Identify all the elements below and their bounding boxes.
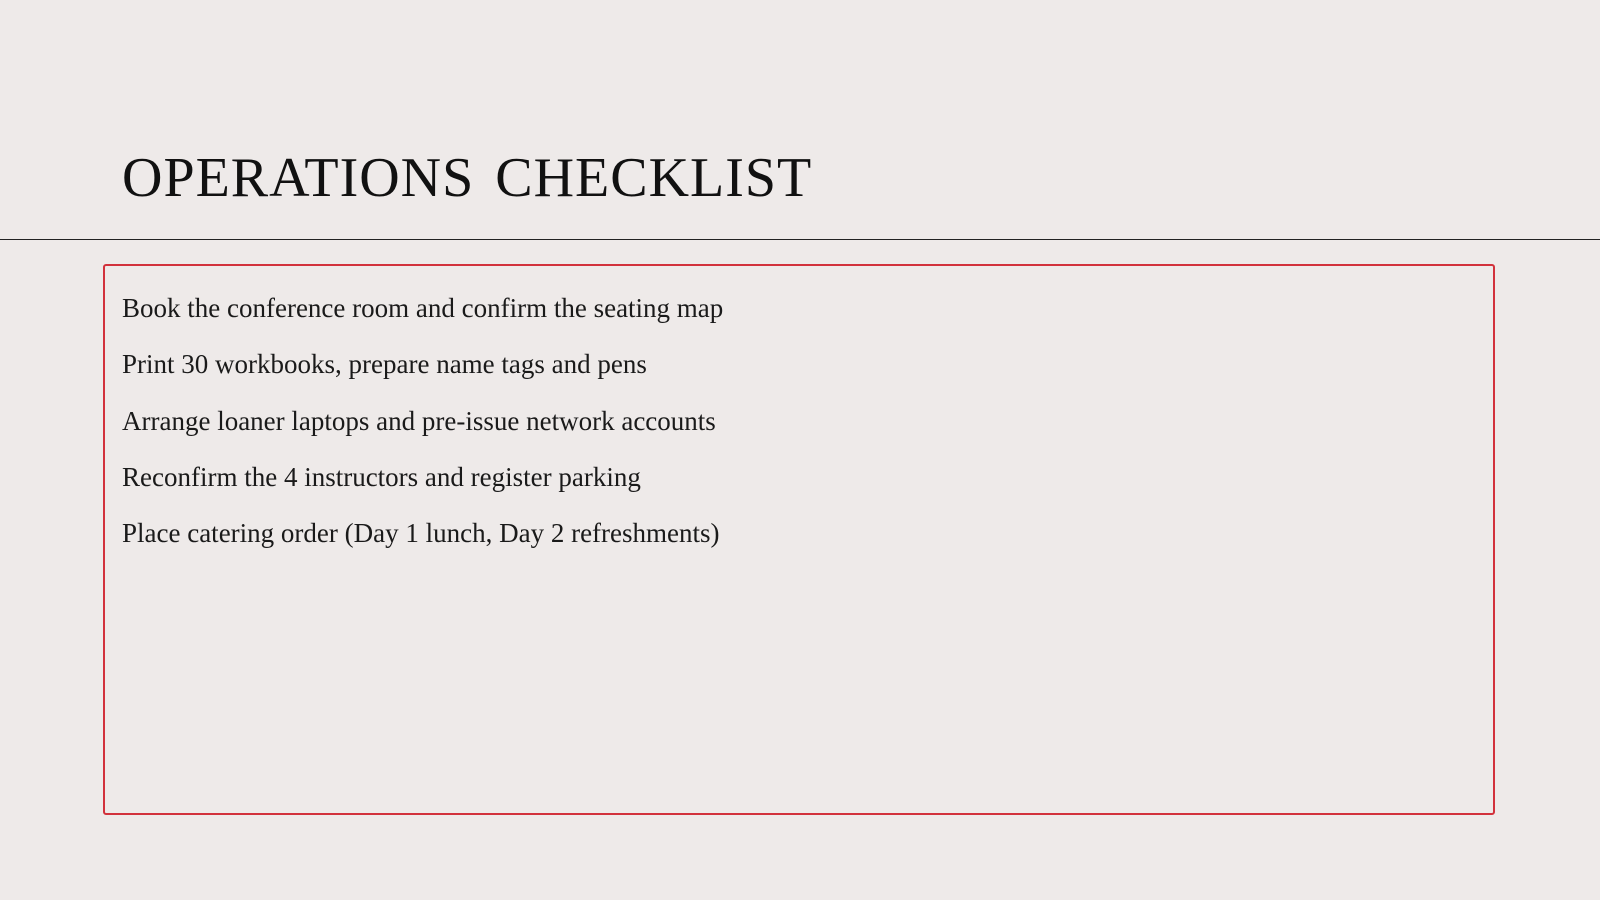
title-divider	[0, 239, 1600, 240]
checklist-item: Place catering order (Day 1 lunch, Day 2 refreshments)	[122, 518, 720, 549]
checklist-item: Arrange loaner laptops and pre-issue network accounts	[122, 405, 716, 436]
checklist-item: Book the conference room and confirm the seating map	[122, 293, 724, 323]
checklist-item: Reconfirm the 4 instructors and register parking	[122, 461, 641, 492]
slide-title: operations checklist	[122, 126, 813, 214]
checklist	[122, 280, 723, 561]
checklist-item: Print 30 workbooks, prepare name tags and pens	[122, 349, 647, 380]
